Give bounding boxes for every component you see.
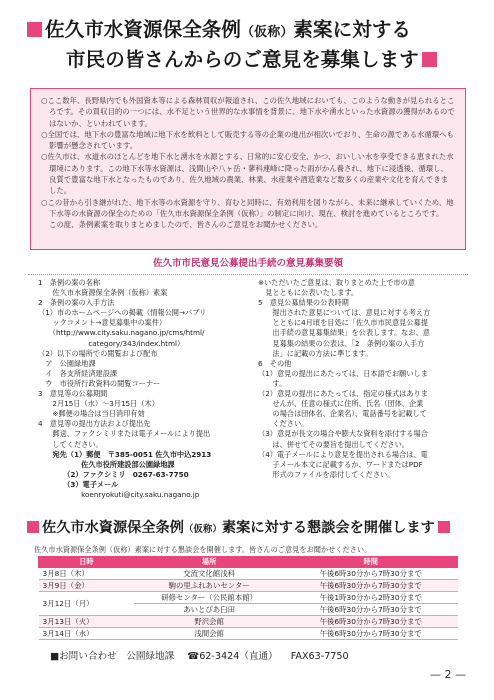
cell-time: 午後6時30分から7時30分まで (284, 568, 458, 580)
pink-square-bullet (27, 22, 42, 37)
requirements-right-column (258, 278, 468, 480)
address-line: （3）電子メール (38, 479, 119, 489)
req-line: 提出された意見については、意見に対する考え方 (258, 308, 431, 318)
intro-paragraph: ○この昔から引き継がれた、地下水等の水資源を守り、育むと同時に、有効利用を図りながら、未来に継承していくため、地下水等の水資源の保全のための「佐久市水資源保全条例（仮称）」の制定に向け、現在、検討を進めているところです。 (41, 197, 454, 218)
table-header-row (39, 557, 458, 568)
meeting-lead: 佐久市水資源保全条例（仮称）素案に対する懇談会を開催します。皆さんのご意見をお聞かせください。 (34, 545, 372, 554)
meeting-title-small: （仮称） (183, 524, 222, 535)
req-line: ください。 (258, 419, 309, 429)
req-line: （1）意見の提出にあたっては、日本語でお願いしま (258, 368, 428, 378)
req-line: 佐久市水資源保全条例（仮称）素案 (38, 288, 168, 298)
req-line: 子メール本文に記載するか、ワードまたはPDF (258, 459, 423, 469)
contact-fax: FAX63-7750 (290, 651, 349, 662)
req-line: 1 条例の案の名称 (38, 278, 101, 287)
req-line: 6 その他 (258, 358, 292, 368)
req-line: 郵送、ファクシミリまたは電子メールにより提出 (38, 429, 211, 439)
email-link[interactable]: koenryokuti@city.saku.nagano.jp (38, 489, 200, 499)
intro-closing: この度、条例素案を取りまとめましたので、皆さんのご意見をお聞かせください。 (49, 220, 323, 230)
column-header-date: 日時 (39, 557, 135, 568)
title-text-b: 素案に対する (293, 18, 412, 41)
requirements-heading: 佐久市市民意見公募提出手続の意見募集要領 (152, 258, 343, 269)
req-line: 法」に記載の方法に準じます。 (258, 348, 373, 358)
req-line: 形式のファイルを添付してください。 (258, 469, 395, 479)
req-line: （1）市のホームページへの掲載（情報公開→パブリ (38, 308, 207, 318)
contact-info (50, 648, 359, 662)
cell-place: 駒の里ふれあいセンター (134, 580, 284, 592)
contact-label: ■お問い合わせ 公園緑地課 (50, 651, 175, 662)
cell-place: 交流文化館浅科 (134, 568, 284, 580)
table-row (39, 580, 458, 592)
cell-date: 3月12日（月） (39, 592, 135, 616)
req-line: 5 意見公募結果の公表時期 (258, 298, 349, 308)
contact-phone[interactable]: ☎62-3424（直通） (187, 651, 278, 662)
cell-date: 3月8日（木） (39, 568, 135, 580)
meeting-schedule-table (38, 556, 458, 640)
req-line: （2）意見の提出にあたっては、指定の様式はありま (258, 389, 428, 399)
cell-time: 午後6時30分から7時30分まで (284, 628, 458, 640)
intro-paragraph: ○ここ数年、長野県内でも外国資本等による森林買収が報道され、この佐久地域においても、このような動きが見られるところです。その買収目的の一つには、水不足という世界的な水事情を背景に、地下水や湧水といった水資源の獲得があるのではないか、といわれています。 (41, 96, 455, 128)
cell-place: 浅間会館 (134, 628, 284, 640)
req-line: （3）意見が長文の場合や膨大な資料を添付する場合 (258, 429, 428, 439)
address-line: 佐久市役所建設部公園緑地課 (38, 459, 175, 469)
title-text-small: （仮称） (241, 25, 294, 40)
req-line: とともに4月頃を目処に「佐久市市民意見公募提 (258, 318, 428, 328)
req-line: ※郵便の場合は当日消印有効 (38, 409, 145, 419)
table-row (39, 592, 458, 604)
req-line: は、併せてその要旨を提出してください。 (258, 439, 409, 449)
req-line: 2 条例の案の入手方法 (38, 298, 115, 308)
req-line: 2月15日（水）～3月15日（木） (38, 399, 159, 409)
title-text-line2: 市民の皆さんからのご意見を募集します (66, 48, 419, 71)
cell-place: あいとぴあ臼田 (134, 604, 284, 616)
cell-time: 午後6時30分から7時30分まで (284, 580, 458, 592)
req-line: 4 意見等の提出方法および提出先 (38, 419, 151, 429)
title-text-a: 佐久市水資源保全条例 (45, 18, 242, 41)
req-line: ウ 市役所行政資料の閲覧コーナー (38, 378, 161, 388)
pink-square-bullet (27, 521, 39, 533)
req-line: 見とともに公表いたします。 (258, 288, 359, 298)
req-line: （2）以下の場所での閲覧および配布 (38, 348, 158, 358)
req-line: 見募集の結果の公表は、「2 条例の案の入手方 (258, 338, 425, 348)
page-title (24, 16, 474, 73)
table-row (39, 568, 458, 580)
cell-date: 3月9日（金） (39, 580, 135, 592)
cell-time: 午後6時30分から7時30分まで (284, 616, 458, 628)
page-number: — 2 — (430, 668, 466, 681)
intro-paragraph: ○佐久市は、水道水のほとんどを地下水と湧水を水源とする、日常的に安心安全、かつ、おいしい水を享受できる恵まれた水環境にあります。この地下水等水資源は、浅間山や八ヶ岳・蓼科連峰に降った雨がかん養され、地下に浸透後、循環し、良質で豊富な地下水となったものであり、佐久地域の農業、林業、水産業や酒造業など数多くの産業や文化を育んできました。 (41, 152, 454, 196)
req-line: （4）電子メールにより意見を提出される場合は、電 (258, 449, 428, 459)
req-line: ア 公園緑地課 (38, 358, 96, 368)
pink-square-bullet (422, 52, 437, 67)
address-fax: （2）ファクシミリ 0267-63-7750 (38, 469, 189, 479)
title-line-2 (24, 46, 474, 73)
req-line: の場合は団体名、企業名）、電話番号を記載して (258, 409, 427, 419)
req-line: す。 (258, 378, 287, 388)
meeting-section (24, 519, 474, 555)
intro-paragraph: ○全国では、地下水の豊富な地域に地下水を飲料として販売する等の企業の進出が相次いでおり、生命の源である水循環へも影響が懸念されています。 (41, 129, 454, 151)
address-line: 宛先（1）郵便 〒385-0051 佐久市中込2913 (38, 449, 212, 459)
cell-place: 研修センター（公民館本館） (134, 592, 284, 604)
req-line: イ 各支所経済建設課 (38, 368, 118, 378)
intro-box (30, 88, 466, 250)
cell-time: 午後1時30分から2時30分まで (284, 592, 458, 604)
cell-place: 野沢会館 (134, 616, 284, 628)
column-header-place: 場所 (134, 557, 284, 568)
cell-time: 午後6時30分から7時30分まで (284, 604, 458, 616)
cell-date: 3月14日（水） (39, 628, 135, 640)
column-header-time: 時間 (284, 557, 458, 568)
meeting-title-b: 素案に対する懇談会を開催します (221, 520, 435, 536)
table-row (39, 628, 458, 640)
req-line: 出手続の意見募集結果」を公表します。なお、意 (258, 328, 430, 338)
meeting-title-a: 佐久市水資源保全条例 (42, 520, 184, 536)
requirements-left-column (38, 278, 246, 500)
table-row (39, 616, 458, 628)
req-line: ックコメント→意見募集中の案件） (38, 318, 167, 328)
homepage-url[interactable]: （http://www.city.saku.nagano.jp/cms/html/ (38, 328, 205, 338)
req-line: 3 意見等の公募期間 (38, 389, 108, 399)
dotted-divider (28, 274, 468, 275)
homepage-url-cont[interactable]: category/343/index.html） (38, 338, 185, 348)
cell-date: 3月13日（火） (39, 616, 135, 628)
pink-square-bullet (438, 521, 450, 533)
req-line: せんが、任意の様式に住所、氏名（団体、企業 (258, 399, 424, 409)
title-line-1 (24, 16, 474, 46)
req-line: してください。 (38, 439, 103, 449)
req-line: ※いただいたご意見は、取りまとめた上で市の意 (258, 278, 415, 287)
meeting-title (24, 519, 474, 539)
